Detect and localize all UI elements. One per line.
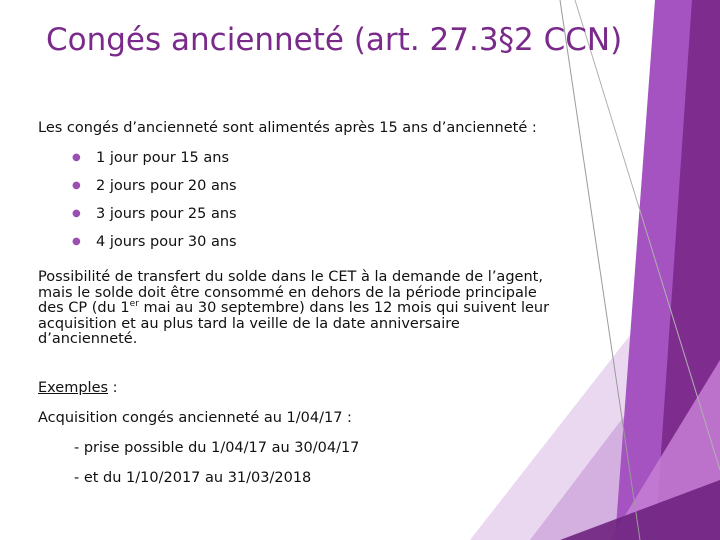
transfer-paragraph [38,270,608,348]
list-item-label: 4 jours pour 30 ans [96,234,237,250]
list-item [38,200,608,228]
list-item-label: 2 jours pour 20 ans [96,178,237,194]
transfer-line-3b: mai au 30 septembre) dans les 12 mois qui suivent leur [138,300,550,316]
transfer-line-4: acquisition et au plus tard la veille de la date anniversaire [38,315,460,332]
list-item-label: 3 jours pour 25 ans [96,206,237,222]
list-item [38,172,608,200]
slide-body [38,118,608,488]
bullet-icon: ● [72,180,81,191]
bullet-icon: ● [72,236,81,247]
intro-text: Les congés d’ancienneté sont alimentés après 15 ans d’ancienneté : [38,120,537,136]
bullet-icon: ● [72,208,81,219]
list-item [38,144,608,172]
bullet-icon: ● [72,152,81,163]
ordinal-superscript: er [129,299,139,310]
transfer-line-5: d’ancienneté. [38,331,138,347]
example-item-2: - et du 1/10/2017 au 31/03/2018 [74,469,312,486]
example-item-1: - prise possible du 1/04/17 au 30/04/17 [74,439,360,456]
list-item-label: 1 jour pour 15 ans [96,150,230,166]
seniority-bullet-list [38,144,608,256]
transfer-line-2: mais le solde doit être consommé en dehors de la période principale [38,284,537,301]
transfer-line-1: Possibilité de transfert du solde dans le CET à la demande de l’agent, [38,269,543,285]
slide-title: Congés ancienneté (art. 27.3§2 CCN) [46,22,623,58]
examples-heading-colon: : [108,379,118,396]
transfer-line-3a: des CP (du 1 [38,300,130,316]
examples-heading [38,378,608,398]
list-item [38,228,608,256]
examples-acquisition: Acquisition congés ancienneté au 1/04/17 : [38,409,352,426]
examples-heading-label: Exemples [38,379,109,396]
